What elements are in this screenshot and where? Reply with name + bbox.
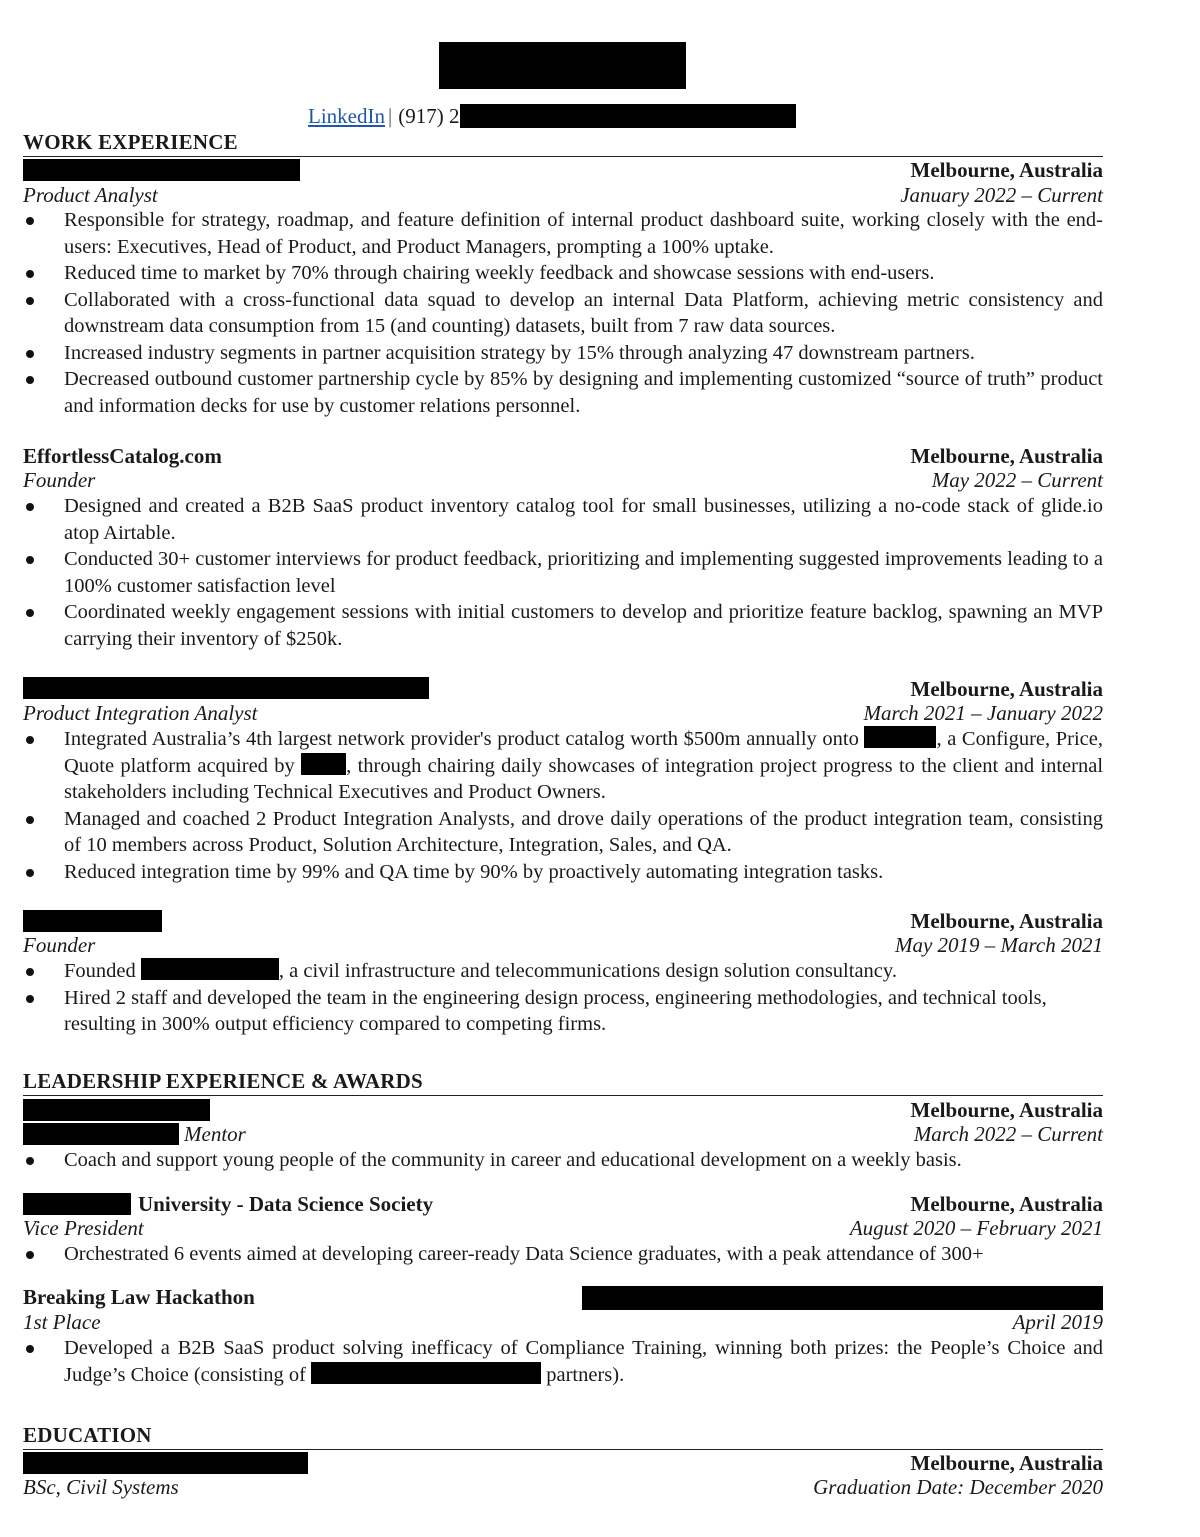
redacted-phone	[460, 104, 796, 128]
bullet-item: Collaborated with a cross-functional data squad to develop an internal Data Platform, achieving metric consistency and downstream data consumption from 15 (and counting) datasets, built from 7 raw data sources.	[23, 287, 1103, 340]
education-graduation: Graduation Date: December 2020	[813, 1475, 1103, 1499]
bullet-dot	[26, 609, 34, 617]
bullet-item: Coordinated weekly engagement sessions with initial customers to develop and prioritize feature backlog, spawning an MVP carrying their inventory of $250k.	[23, 599, 1103, 652]
education-header	[23, 1451, 1103, 1475]
job-location: Melbourne, Australia	[910, 444, 1103, 468]
education-degree: BSc, Civil Systems	[23, 1475, 179, 1499]
job-4-bullets	[23, 958, 1103, 1038]
bullet-item: Responsible for strategy, roadmap, and feature definition of internal product dashboard suite, working closely with the end-users: Executives, Head of Product, and Product Managers, prompting a 100% uptake.	[23, 207, 1103, 260]
bullet-item: Developed a B2B SaaS product solving inefficacy of Compliance Training, winning both prizes: the People’s Choice and Judge’s Choice (consisting of partners).	[23, 1335, 1103, 1388]
job-dates: May 2019 – March 2021	[894, 933, 1103, 957]
bullet-dot	[26, 376, 34, 384]
bullet-dot	[26, 503, 34, 511]
job-role: Product Analyst	[23, 183, 158, 207]
bullet-item: Hired 2 staff and developed the team in the engineering design process, engineering methodologies, and technical tools, resulting in 300% output efficiency compared to competing firms.	[23, 985, 1103, 1038]
job-4-subheader	[23, 933, 1103, 957]
job-3-header	[23, 677, 1103, 701]
item-dates: August 2020 – February 2021	[849, 1216, 1103, 1240]
redacted-platform	[864, 726, 936, 748]
resume-page	[23, 0, 1103, 1537]
bullet-dot	[26, 350, 34, 358]
item-organization: University - Data Science Society	[138, 1192, 434, 1216]
bullet-item: Designed and created a B2B SaaS product inventory catalog tool for small businesses, utilizing a no-code stack of glide.io atop Airtable.	[23, 493, 1103, 546]
bullet-dot	[26, 556, 34, 564]
bullet-item: Conducted 30+ customer interviews for product feedback, prioritizing and implementing suggested improvements leading to a 100% customer satisfaction level	[23, 546, 1103, 599]
job-4-header	[23, 909, 1103, 933]
job-location: Melbourne, Australia	[910, 677, 1103, 701]
job-3-subheader	[23, 701, 1103, 725]
linkedin-link[interactable]: LinkedIn	[308, 104, 385, 128]
education-location: Melbourne, Australia	[910, 1451, 1103, 1475]
item-location: Melbourne, Australia	[910, 1192, 1103, 1216]
item-role: Mentor	[184, 1122, 246, 1146]
job-2-header	[23, 444, 1103, 468]
bullet-dot	[26, 968, 34, 976]
bullet-item: Reduced integration time by 99% and QA time by 90% by proactively automating integration tasks.	[23, 859, 1103, 886]
job-1-bullets	[23, 207, 1103, 419]
bullet-dot	[26, 736, 34, 744]
bullet-dot	[26, 297, 34, 305]
bullet-dot	[26, 1157, 34, 1165]
redacted-partners	[311, 1362, 541, 1384]
bullet-item: Increased industry segments in partner acquisition strategy by 15% through analyzing 47 downstream partners.	[23, 340, 1103, 367]
job-role: Founder	[23, 468, 96, 492]
item-dates: March 2022 – Current	[913, 1122, 1103, 1146]
contact-separator: |	[387, 104, 393, 128]
job-3-bullets	[23, 726, 1103, 885]
redacted-name	[439, 42, 686, 89]
bullet-item: Integrated Australia’s 4th largest network provider's product catalog worth $500m annually onto , a Configure, Price, Quote platform acquired by , through chairing daily showcases of integration project progress to the client and internal stakeholders including Technical Executives and Product Owners.	[23, 726, 1103, 806]
item-organization: Breaking Law Hackathon	[23, 1285, 255, 1309]
contact-line	[308, 102, 796, 130]
job-location: Melbourne, Australia	[910, 909, 1103, 933]
bullet-dot	[26, 1345, 34, 1353]
bullet-item: Decreased outbound customer partnership cycle by 85% by designing and implementing customized “source of truth” product and information decks for use by customer relations personnel.	[23, 366, 1103, 419]
item-role: 1st Place	[23, 1310, 101, 1334]
bullet-item: Orchestrated 6 events aimed at developing career-ready Data Science graduates, with a peak attendance of 300+	[23, 1241, 1103, 1268]
education-section-title: EDUCATION	[23, 1423, 1103, 1450]
bullet-item: Managed and coached 2 Product Integration Analysts, and drove daily operations of the product integration team, consisting of 10 members across Product, Solution Architecture, Integration, Sales, and QA.	[23, 806, 1103, 859]
job-dates: January 2022 – Current	[900, 183, 1103, 207]
bullet-dot	[26, 1251, 34, 1259]
leadership-1-header	[23, 1098, 1103, 1122]
job-location: Melbourne, Australia	[910, 158, 1103, 182]
bullet-item: Coach and support young people of the community in career and educational development on a weekly basis.	[23, 1147, 1103, 1174]
job-dates: May 2022 – Current	[931, 468, 1103, 492]
redacted-company-name	[141, 958, 279, 980]
item-location: Melbourne, Australia	[910, 1098, 1103, 1122]
redacted-location	[582, 1286, 1103, 1310]
leadership-2-subheader	[23, 1216, 1103, 1240]
item-dates: April 2019	[1012, 1310, 1103, 1334]
leadership-2-header	[23, 1192, 1103, 1216]
job-role: Founder	[23, 933, 96, 957]
job-1-header	[23, 158, 1103, 182]
job-1-subheader	[23, 183, 1103, 207]
phone-prefix: (917) 2	[398, 104, 460, 128]
leadership-3-bullets	[23, 1335, 1103, 1388]
leadership-3-subheader	[23, 1310, 1103, 1334]
leadership-section-title: LEADERSHIP EXPERIENCE & AWARDS	[23, 1069, 1103, 1096]
bullet-dot	[26, 995, 34, 1003]
work-section-title: WORK EXPERIENCE	[23, 130, 1103, 157]
redacted-acquirer	[301, 753, 346, 775]
bullet-dot	[26, 217, 34, 225]
item-role: Vice President	[23, 1216, 144, 1240]
bullet-dot	[26, 816, 34, 824]
bullet-item: Founded , a civil infrastructure and telecommunications design solution consultancy.	[23, 958, 1103, 985]
job-dates: March 2021 – January 2022	[863, 701, 1103, 725]
education-subheader	[23, 1475, 1103, 1499]
bullet-dot	[26, 270, 34, 278]
job-role: Product Integration Analyst	[23, 701, 258, 725]
job-2-subheader	[23, 468, 1103, 492]
leadership-2-bullets	[23, 1241, 1103, 1268]
job-2-bullets	[23, 493, 1103, 652]
leadership-1-bullets	[23, 1147, 1103, 1174]
bullet-dot	[26, 869, 34, 877]
leadership-1-subheader	[23, 1122, 1103, 1146]
job-company: EffortlessCatalog.com	[23, 444, 222, 468]
bullet-item: Reduced time to market by 70% through chairing weekly feedback and showcase sessions with end-users.	[23, 260, 1103, 287]
